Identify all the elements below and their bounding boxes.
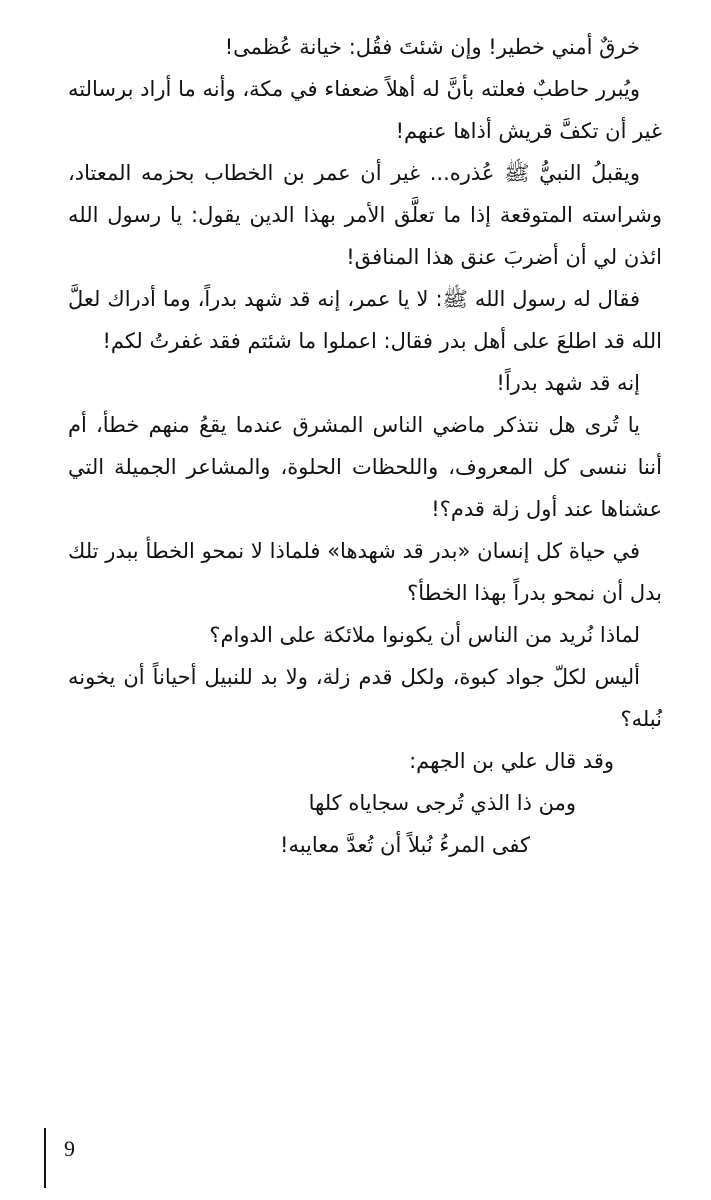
paragraph-5: إنه قد شهد بدراً! (496, 371, 640, 395)
paragraph-3: ويقبلُ النبيُّ ﷺ عُذره... غير أن عمر بن الخطاب بحزمه المعتاد، وشراسته المتوقعة إذا ما تعلَّق الأمر بهذا الدين يقول: يا رسول الله ائذن لي أن أضربَ عنق هذا المنافق! (68, 161, 662, 269)
body-text (68, 26, 662, 866)
paragraph-2: ويُبرر حاطبٌ فعلته بأنَّ له أهلاً ضعفاء في مكة، وأنه ما أراد برسالته غير أن تكفَّ قريش أذاها عنهم! (68, 77, 662, 143)
paragraph-6: يا تُرى هل نتذكر ماضي الناس المشرق عندما يقعُ منهم خطأ، أم أننا ننسى كل المعروف، واللحظات الحلوة، والمشاعر الجميلة التي عشناها عند أول زلة قدم؟! (68, 413, 662, 521)
paragraph-4: فقال له رسول الله ﷺ: لا يا عمر، إنه قد شهد بدراً، وما أدراك لعلَّ الله قد اطلعَ على أهل بدر فقال: اعملوا ما شئتم فقد غفرتُ لكم! (68, 287, 662, 353)
verse-introduction: وقد قال علي بن الجهم: (409, 749, 614, 773)
paragraph-7: في حياة كل إنسان «بدر قد شهدها» فلماذا لا نمحو الخطأ ببدر تلك بدل أن نمحو بدراً بهذا الخطأ؟ (68, 539, 662, 605)
paragraph-9: أليس لكلّ جواد كبوة، ولكل قدم زلة، ولا بد للنبيل أحياناً أن يخونه نُبله؟ (68, 665, 662, 731)
paragraph-1: خرقٌ أمني خطير! وإن شئتَ فقُل: خيانة عُظمى! (224, 35, 640, 59)
footer-rule (44, 1128, 46, 1188)
paragraph-8: لماذا نُريد من الناس أن يكونوا ملائكة على الدوام؟ (209, 623, 640, 647)
page-footer (44, 1128, 104, 1188)
verse-line-1: ومن ذا الذي تُرجى سجاياه كلها (308, 791, 576, 815)
page-number: 9 (64, 1136, 75, 1161)
verse-line-2: كفى المرءُ نُبلاً أن تُعدَّ معايبه! (280, 833, 530, 857)
